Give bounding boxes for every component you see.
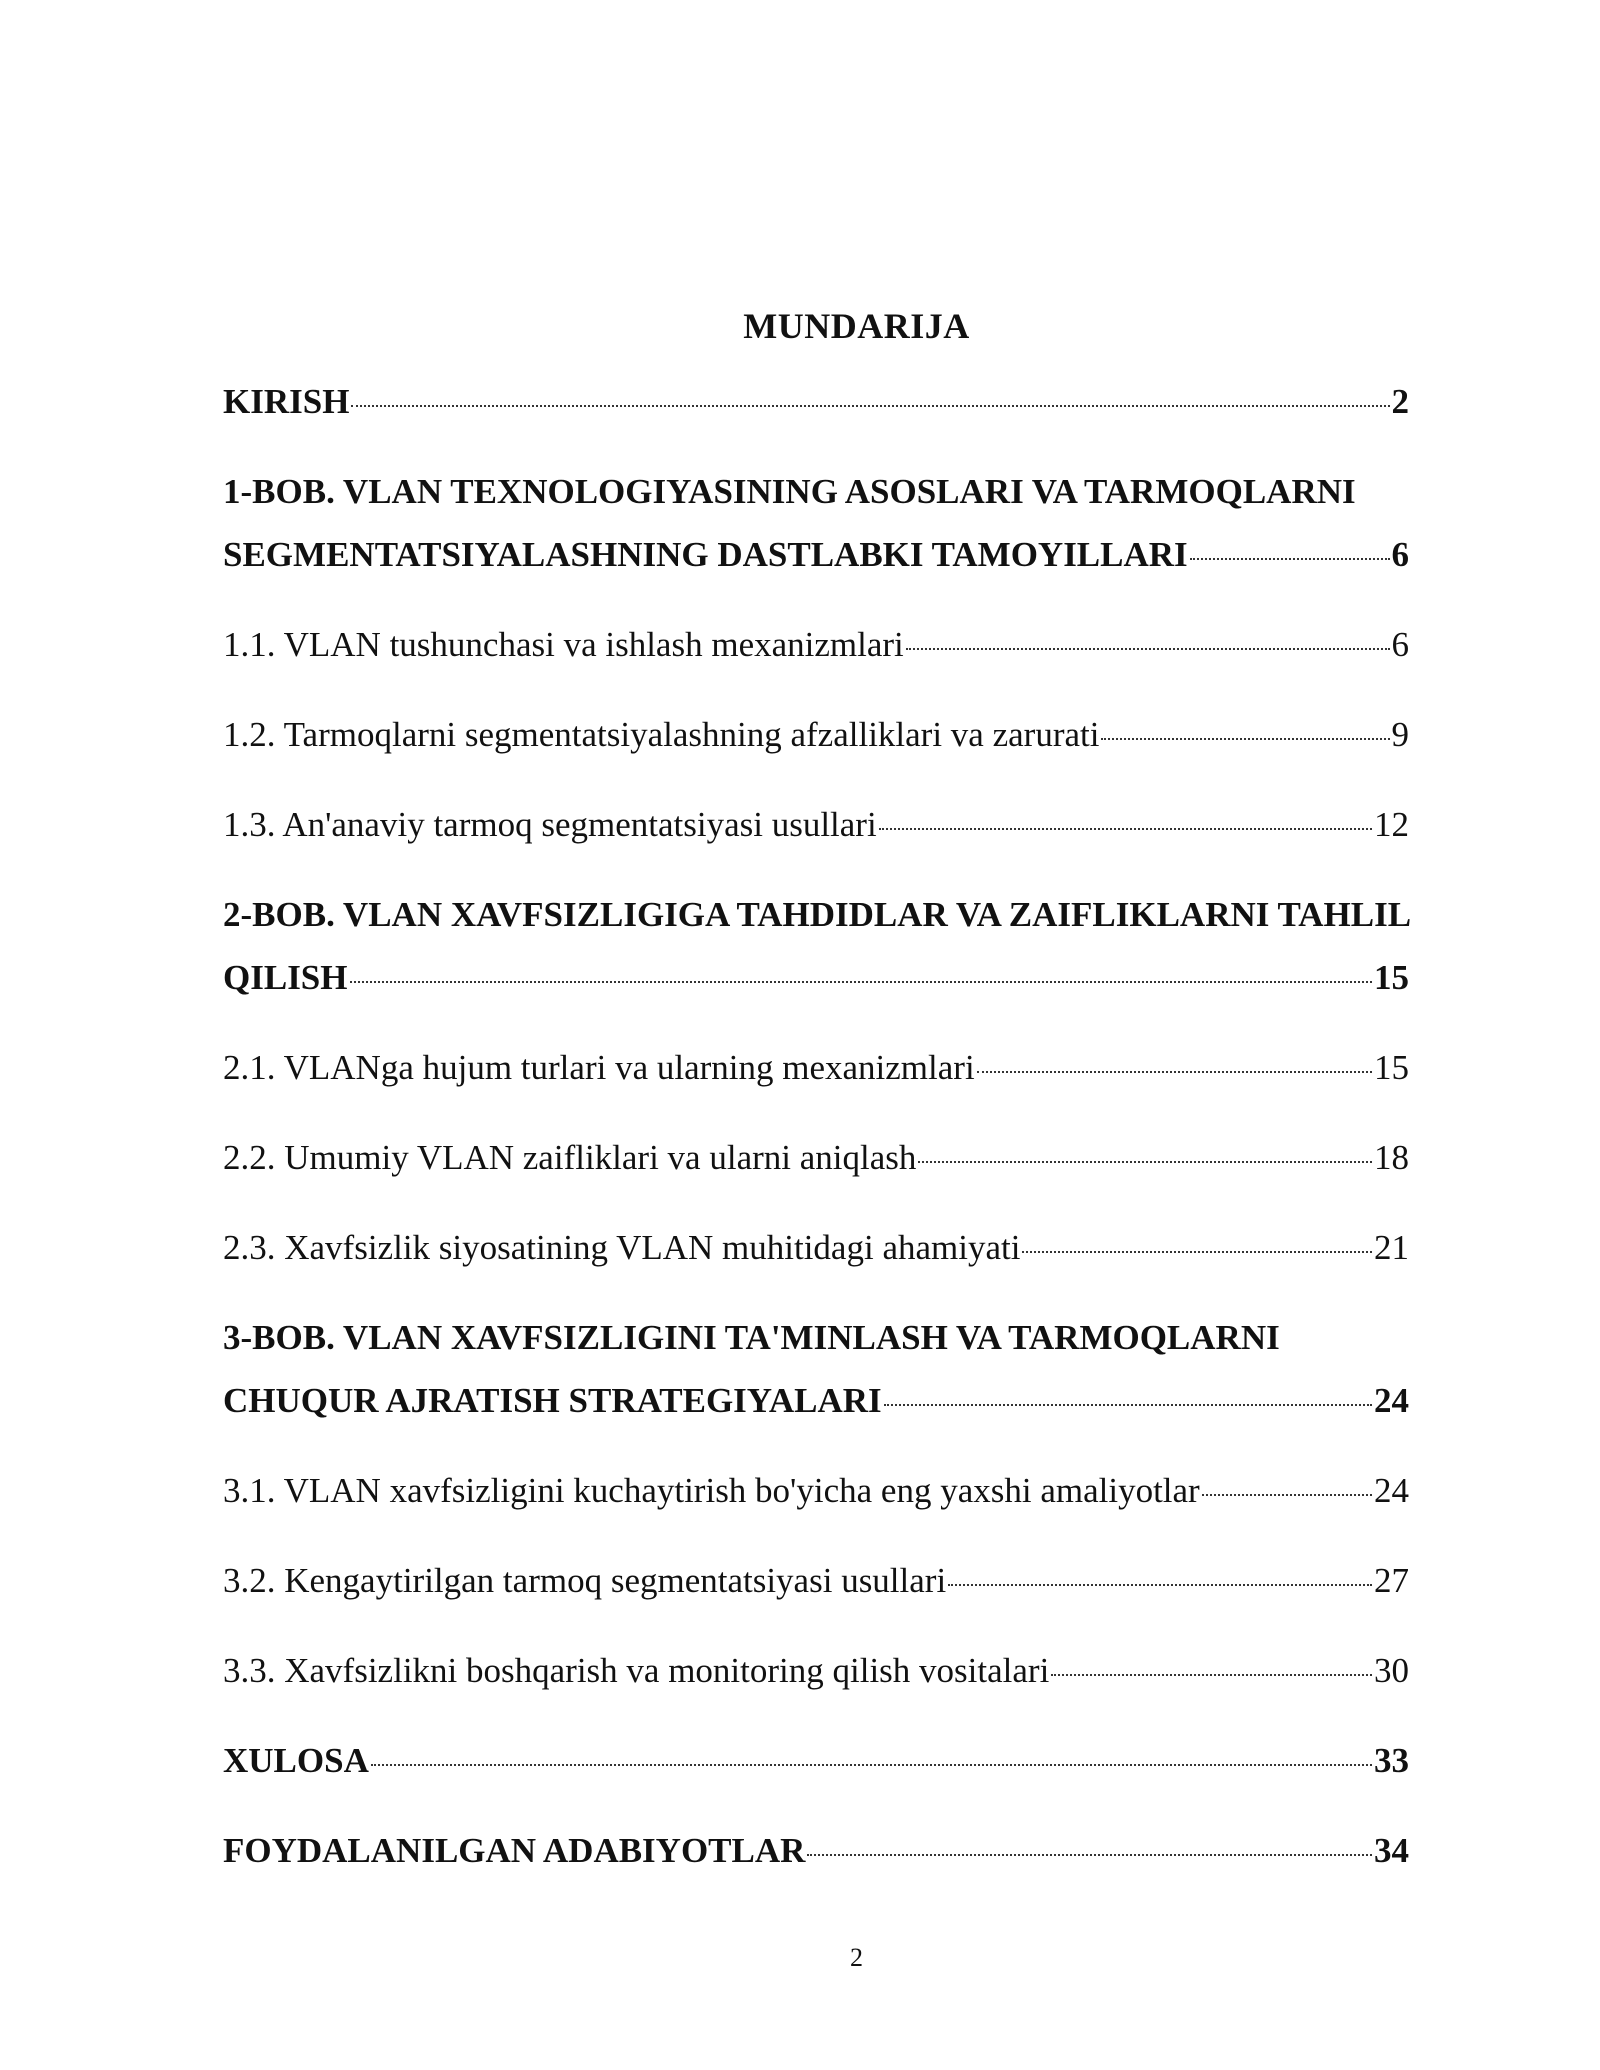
toc-entry-kirish[interactable]	[223, 370, 1409, 433]
toc-entry-text: 3.3. Xavfsizlikni boshqarish va monitoring qilish vositalari	[223, 1651, 1050, 1690]
toc-entry-section-1-1[interactable]	[223, 613, 1409, 676]
toc-entry-section-3-2[interactable]	[223, 1549, 1409, 1612]
toc-page-number: 12	[1374, 805, 1409, 844]
leader-dots	[371, 1764, 1372, 1766]
toc-entry-xulosa[interactable]	[223, 1729, 1409, 1792]
toc-entry-section-2-2[interactable]	[223, 1126, 1409, 1189]
toc-page-number: 9	[1391, 715, 1409, 754]
toc-entry-text: 2.3. Xavfsizlik siyosatining VLAN muhitidagi ahamiyati	[223, 1228, 1021, 1267]
toc-entry-text-line2: CHUQUR AJRATISH STRATEGIYALARI	[223, 1381, 882, 1420]
toc-entry-text: 2.2. Umumiy VLAN zaifliklari va ularni aniqlash	[223, 1138, 917, 1177]
toc-entry-text: 2.1. VLANga hujum turlari va ularning mexanizmlari	[223, 1048, 975, 1087]
toc-entry-text: 1.3. An'anaviy tarmoq segmentatsiyasi usullari	[223, 805, 877, 844]
toc-page-number: 34	[1374, 1831, 1409, 1870]
leader-dots	[1202, 1494, 1372, 1496]
toc-entry-text-line2: QILISH	[223, 958, 348, 997]
toc-entry-section-1-3[interactable]	[223, 793, 1409, 856]
toc-page-number: 21	[1374, 1228, 1409, 1267]
page-title: MUNDARIJA	[743, 306, 970, 346]
toc-entry-section-2-1[interactable]	[223, 1036, 1409, 1099]
leader-dots	[1022, 1251, 1372, 1253]
toc-page-number: 18	[1374, 1138, 1409, 1177]
toc-page-number: 6	[1391, 535, 1409, 574]
leader-dots	[977, 1071, 1372, 1073]
toc-entry-line2	[223, 1369, 1409, 1432]
toc-entry-adabiyotlar[interactable]	[223, 1819, 1409, 1882]
leader-dots	[906, 648, 1390, 650]
toc-entry-line2	[223, 946, 1409, 1009]
table-of-contents	[223, 370, 1412, 1882]
leader-dots	[948, 1584, 1372, 1586]
leader-dots	[1051, 1674, 1372, 1676]
toc-entry-chapter-2[interactable]	[223, 883, 1412, 1009]
toc-entry-text-line1: 1-BOB. VLAN TEXNOLOGIYASINING ASOSLARI VA TARMOQLARNI	[223, 472, 1356, 511]
leader-dots	[1190, 558, 1390, 560]
leader-dots	[884, 1404, 1372, 1406]
page-number: 2	[850, 1943, 863, 1972]
toc-page-number: 33	[1374, 1741, 1409, 1780]
leader-dots	[1101, 738, 1389, 740]
toc-entry-text: 1.1. VLAN tushunchasi va ishlash mexanizmlari	[223, 625, 904, 664]
toc-entry-text-line1: 2-BOB. VLAN XAVFSIZLIGIGA TAHDIDLAR VA ZAIFLIKLARNI TAHLIL	[223, 895, 1412, 934]
leader-dots	[879, 828, 1372, 830]
toc-entry-text-line1: 3-BOB. VLAN XAVFSIZLIGINI TA'MINLASH VA TARMOQLARNI	[223, 1318, 1280, 1357]
toc-entry-section-3-3[interactable]	[223, 1639, 1409, 1702]
toc-entry-text: 3.2. Kengaytirilgan tarmoq segmentatsiyasi usullari	[223, 1561, 947, 1600]
toc-page-number: 15	[1374, 958, 1409, 997]
leader-dots	[351, 405, 1389, 407]
leader-dots	[350, 981, 1373, 983]
toc-page-number: 2	[1391, 382, 1409, 421]
toc-page-number: 15	[1374, 1048, 1409, 1087]
leader-dots	[807, 1854, 1372, 1856]
toc-page-number: 24	[1374, 1471, 1409, 1510]
toc-entry-text: 1.2. Tarmoqlarni segmentatsiyalashning afzalliklari va zarurati	[223, 715, 1100, 754]
toc-entry-line2	[223, 523, 1409, 586]
toc-entry-text-line2: SEGMENTATSIYALASHNING DASTLABKI TAMOYILLARI	[223, 535, 1188, 574]
toc-entry-section-2-3[interactable]	[223, 1216, 1409, 1279]
toc-entry-text: XULOSA	[223, 1741, 369, 1780]
toc-entry-text: KIRISH	[223, 382, 350, 421]
toc-page-number: 6	[1391, 625, 1409, 664]
leader-dots	[918, 1161, 1372, 1163]
toc-entry-chapter-3[interactable]	[223, 1306, 1409, 1432]
toc-entry-text: 3.1. VLAN xavfsizligini kuchaytirish bo'yicha eng yaxshi amaliyotlar	[223, 1471, 1200, 1510]
toc-page-number: 24	[1374, 1381, 1409, 1420]
toc-page-number: 27	[1374, 1561, 1409, 1600]
toc-entry-chapter-1[interactable]	[223, 460, 1409, 586]
toc-entry-section-3-1[interactable]	[223, 1459, 1409, 1522]
toc-page-number: 30	[1374, 1651, 1409, 1690]
toc-entry-text: FOYDALANILGAN ADABIYOTLAR	[223, 1831, 806, 1870]
toc-entry-section-1-2[interactable]	[223, 703, 1409, 766]
